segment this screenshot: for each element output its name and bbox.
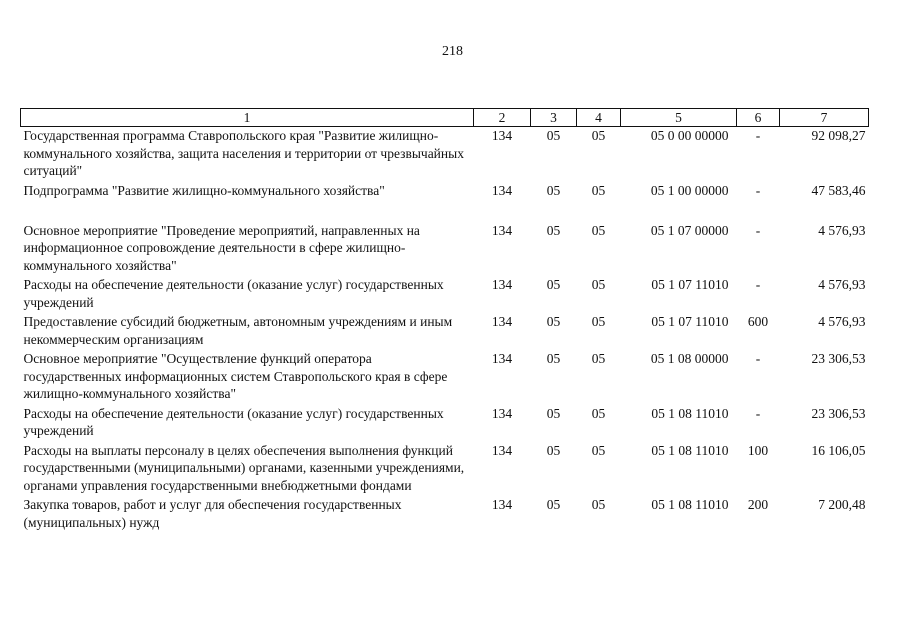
header-cell-2: 2 (474, 109, 531, 127)
row-vr-code: - (755, 222, 761, 238)
header-cell-4: 4 (577, 109, 621, 127)
row-cs-code: 05 1 07 11010 (651, 277, 729, 292)
row-cs-code: 05 1 07 11010 (651, 314, 729, 329)
row-amount: 4 576,93 (818, 277, 866, 292)
table-row (21, 405, 869, 442)
header-row (21, 109, 869, 127)
table-row (21, 276, 869, 313)
row-rz-code: 05 (546, 277, 561, 292)
row-amount: 16 106,05 (811, 442, 866, 458)
table-row (21, 127, 869, 182)
row-pr-code: 05 (591, 351, 606, 366)
row-rz-code: 05 (546, 128, 561, 143)
row-cs-code: 05 1 07 00000 (650, 222, 729, 238)
header-cell-5: 5 (621, 109, 737, 127)
table-row (21, 182, 869, 222)
table-row (21, 222, 869, 277)
row-description: Подпрограмма "Развитие жилищно-коммунального хозяйства" (23, 182, 385, 198)
table-body (21, 127, 869, 534)
row-amount: 47 583,46 (811, 182, 866, 198)
header-cell-7: 7 (780, 109, 869, 127)
row-description: Закупка товаров, работ и услуг для обеспечения государственных (муниципальных) нужд (23, 497, 402, 530)
row-pr-code: 05 (591, 442, 606, 458)
row-description: Предоставление субсидий бюджетным, автономным учреждениям и иным некоммерческим организациям (23, 314, 453, 347)
row-description: Основное мероприятие "Проведение мероприятий, направленных на информационное сопровождение деятельности в сфере жилищно-коммунального хозяйства" (23, 222, 420, 273)
row-gr-code: 134 (491, 277, 513, 292)
row-cs-code: 05 1 00 00000 (650, 182, 729, 198)
row-description: Основное мероприятие "Осуществление функций оператора государственных информационных систем Ставропольского края в сфере жилищно-коммунального хозяйства" (23, 351, 448, 401)
header-cell-3: 3 (531, 109, 577, 127)
row-gr-code: 134 (491, 128, 513, 143)
row-rz-code: 05 (546, 314, 561, 329)
row-gr-code: 134 (491, 351, 513, 366)
row-gr-code: 134 (491, 442, 513, 458)
row-rz-code: 05 (546, 182, 561, 198)
row-pr-code: 05 (591, 128, 606, 143)
row-rz-code: 05 (546, 351, 561, 366)
row-amount: 23 306,53 (811, 405, 866, 421)
row-rz-code: 05 (546, 405, 561, 421)
page-number: 218 (442, 44, 463, 59)
row-cs-code: 05 0 00 00000 (650, 128, 729, 143)
row-pr-code: 05 (591, 182, 606, 198)
row-vr-code: 600 (747, 314, 769, 329)
row-amount: 4 576,93 (818, 314, 866, 329)
row-pr-code: 05 (591, 405, 606, 421)
table-row (21, 442, 869, 497)
header-cell-6: 6 (737, 109, 780, 127)
table-header (21, 109, 869, 127)
row-cs-code: 05 1 08 11010 (651, 405, 729, 421)
row-rz-code: 05 (546, 442, 561, 458)
row-gr-code: 134 (491, 405, 513, 421)
row-pr-code: 05 (591, 222, 606, 238)
table-row (21, 496, 869, 533)
row-vr-code: 100 (747, 442, 769, 458)
row-amount: 4 576,93 (818, 222, 866, 238)
row-amount: 23 306,53 (811, 351, 866, 366)
row-pr-code: 05 (591, 277, 606, 292)
row-gr-code: 134 (491, 497, 513, 512)
row-rz-code: 05 (546, 497, 561, 512)
row-vr-code: 200 (747, 497, 769, 512)
row-vr-code: - (755, 351, 761, 366)
row-vr-code: - (755, 128, 761, 143)
row-pr-code: 05 (591, 314, 606, 329)
row-gr-code: 134 (491, 222, 513, 238)
row-cs-code: 05 1 08 11010 (651, 497, 729, 512)
row-description: Расходы на обеспечение деятельности (оказание услуг) государственных учреждений (23, 277, 444, 310)
budget-table (20, 108, 869, 533)
row-description: Расходы на обеспечение деятельности (оказание услуг) государственных учреждений (23, 405, 444, 438)
row-vr-code: - (755, 277, 761, 292)
row-vr-code: - (755, 405, 761, 421)
table-row (21, 350, 869, 405)
row-cs-code: 05 1 08 00000 (650, 351, 729, 366)
row-description: Государственная программа Ставропольского края "Развитие жилищно-коммунального хозяйства, защита населения и территории от чрезвычайных ситуаций" (23, 128, 464, 178)
row-vr-code: - (755, 182, 761, 198)
row-description: Расходы на выплаты персоналу в целях обеспечения выполнения функций государственными (муниципальными) органами, казенными учреждениями, органами управления государственными внебюджетными фондами (23, 442, 465, 493)
row-cs-code: 05 1 08 11010 (651, 442, 729, 458)
row-rz-code: 05 (546, 222, 561, 238)
row-gr-code: 134 (491, 182, 513, 198)
row-gr-code: 134 (491, 314, 513, 329)
header-cell-1: 1 (21, 109, 474, 127)
row-amount: 92 098,27 (811, 128, 866, 143)
table-row (21, 313, 869, 350)
row-pr-code: 05 (591, 497, 606, 512)
row-amount: 7 200,48 (818, 497, 866, 512)
